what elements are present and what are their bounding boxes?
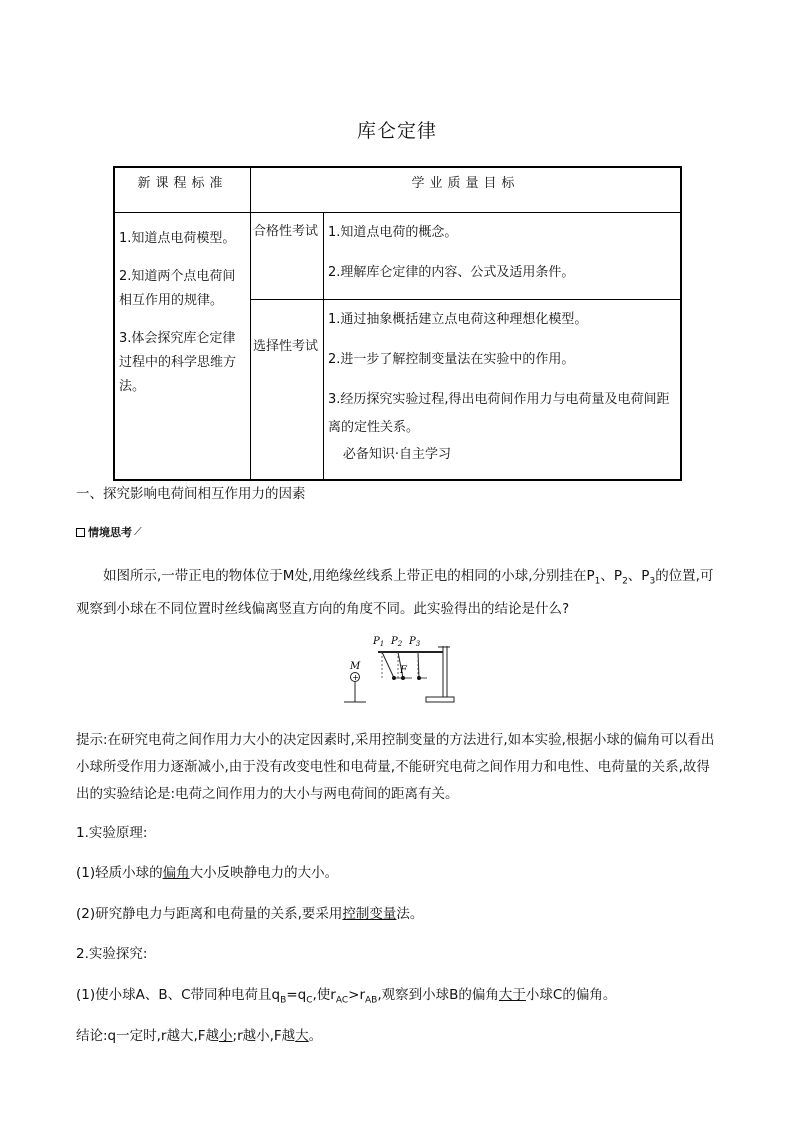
standard-item: 3.体会探究库仑定律过程中的科学思维方法。 — [119, 331, 237, 394]
label-m: M — [350, 661, 361, 672]
page-title: 库仑定律 — [356, 120, 437, 142]
principle-item-1: (1)轻质小球的偏角大小反映静电力的大小。 — [76, 865, 339, 881]
level-basic: 合格性考试 — [251, 213, 324, 300]
context-tag — [76, 524, 142, 540]
goal-item: 2.进一步了解控制变量法在实验中的作用。 — [328, 352, 575, 367]
explore-item-1: (1)使小球A、B、C带同种电荷且$q_B=q_C$,使$r_{AC}>r_{AB}$,观察到小球B的偏角大于小球C的偏角。 — [76, 987, 617, 1006]
context-tag-label: 情境思考 — [88, 526, 132, 539]
standards-cell — [114, 213, 251, 481]
goal-item: 1.知道点电荷的概念。 — [328, 225, 458, 240]
label-p3: $P_3$ — [409, 636, 421, 648]
goal-item: 1.通过抽象概括建立点电荷这种理想化模型。 — [328, 312, 588, 327]
goals-table — [113, 166, 682, 481]
label-p1: $P_1$ — [373, 636, 385, 648]
standard-item: 1.知道点电荷模型。 — [119, 231, 236, 246]
level-elective: 选择性考试 — [251, 300, 324, 481]
experiment-figure — [338, 630, 462, 706]
heading-explore: 2.实验探究: — [76, 946, 148, 962]
svg-text:+: + — [352, 673, 359, 682]
principle-item-2: (2)研究静电力与距离和电荷量的关系,要采用控制变量法。 — [76, 906, 424, 922]
goal-item: 3.经历探究实验过程,得出电荷间作用力与电荷量及电荷间距离的定性关系。 — [328, 392, 670, 435]
square-icon — [76, 528, 85, 537]
goal-item: 2.理解库仑定律的内容、公式及适用条件。 — [328, 265, 575, 280]
header-standards: 新课程标准 — [114, 167, 251, 213]
goals-basic — [324, 213, 682, 300]
slash-mark-icon: ⟋ — [134, 525, 142, 538]
section-subtitle: 必备知识·自主学习 — [342, 447, 452, 462]
standard-item: 2.知道两个点电荷间相互作用的规律。 — [119, 269, 236, 308]
header-quality-goals: 学业质量目标 — [251, 167, 682, 213]
conclusion: 结论:q一定时,r越大,F越小;r越小,F越大。 — [76, 1028, 323, 1044]
label-f: F — [400, 665, 407, 676]
question-paragraph: 如图所示,一带正电的物体位于M处,用绝缘丝线系上带正电的相同的小球,分别挂在$P_1$、$P_2$、$P_3$的位置,可观察到小球在不同位置时丝线偏离竖直方向的角度不同。此实验得出的结论是什么? — [76, 568, 714, 617]
heading-principle: 1.实验原理: — [76, 825, 148, 841]
hint-paragraph: 提示:在研究电荷之间作用力大小的决定因素时,采用控制变量的方法进行,如本实验,根据小球的偏角可以看出小球所受作用力逐渐减小,由于没有改变电性和电荷量,不能研究电荷之间作用力和电性、电荷量的关系,故得出的实验结论是:电荷之间作用力的大小与两电荷间的距离有关。 — [76, 732, 715, 802]
label-p2: $P_2$ — [391, 636, 403, 648]
section-heading: 一、探究影响电荷间相互作用力的因素 — [76, 486, 306, 502]
